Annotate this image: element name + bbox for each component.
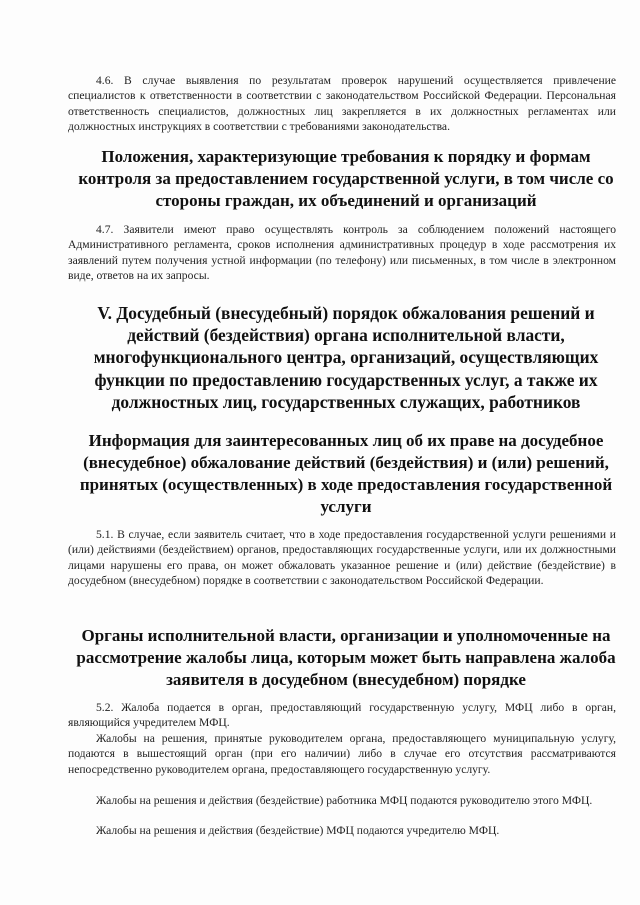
heading-appeal-information: Информация для заинтересованных лиц об их праве на досудебное (внесудебное) обжалование действий (бездействия) и (или) решений, принятых (осуществленных) в ходе предоставления государственной услуги (79, 431, 613, 516)
heading-review-bodies: Органы исполнительной власти, организации и уполномоченные на рассмотрение жалобы лица, которым может быть направлена жалоба заявителя в досудебном (внесудебном) порядке (76, 626, 616, 689)
paragraph-4-7: 4.7. Заявители имеют право осуществлять контроль за соблюдением положений настоящего Административного регламента, сроков исполнения административных процедур в ходе рассмотрения их заявлений путем получения устной информации (по телефону) или письменных, в том числе в электронном виде, ответов на их запросы. (68, 223, 616, 282)
paragraph-5-1: 5.1. В случае, если заявитель считает, что в ходе предоставления государственной услуги решениями и (или) действиями (бездействием) органов, предоставляющих государственные услуги, или их должностными лицами нарушены его права, он может обжаловать указанное решение и (или) действие (бездействие) в досудебном (внесудебном) порядке в соответствии с законодательством Российской Федерации. (68, 528, 616, 587)
paragraph-complaints-worker: Жалобы на решения и действия (бездействие) работника МФЦ подаются руководителю этого МФЦ. (96, 794, 593, 807)
heading-section-v: V. Досудебный (внесудебный) порядок обжалования решений и действий (бездействия) органа исполнительной власти, многофункционального центра, организаций, осуществляющих функции по предоставлению государственных услуг, а также их должностных лиц, государственных служащих, работников (93, 303, 599, 412)
paragraph-complaints-heads: Жалобы на решения, принятые руководителем органа, предоставляющего муниципальную услугу, подаются в вышестоящий орган (при его наличии) либо в случае его отсутствия рассматриваются непосредственно руководителем органа, предоставляющего государственную услугу. (68, 732, 616, 776)
paragraph-5-2: 5.2. Жалоба подается в орган, предоставляющий государственную услугу, МФЦ либо в орган, являющийся учредителем МФЦ. (68, 701, 616, 730)
paragraph-complaints-mfc: Жалобы на решения и действия (бездействие) МФЦ подаются учредителю МФЦ. (96, 824, 500, 837)
paragraph-4-6: 4.6. В случае выявления по результатам проверок нарушений осуществляется привлечение специалистов к ответственности в соответствии с законодательством Российской Федерации. Персональная ответственность специалистов, должностных лиц закрепляется в их должностных регламентах или должностных инструкциях в соответствии с требованиями законодательства. (68, 74, 616, 133)
heading-control-requirements: Положения, характеризующие требования к порядку и формам контроля за предоставлением государственной услуги, в том числе со стороны граждан, их объединений и организаций (78, 147, 614, 210)
